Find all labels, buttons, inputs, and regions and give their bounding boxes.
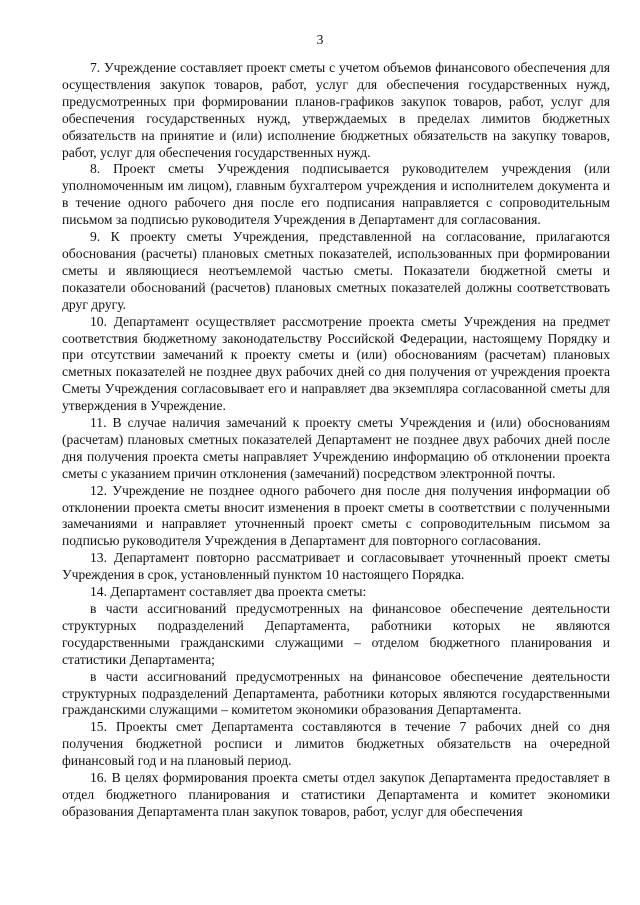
paragraph-7: 7. Учреждение составляет проект сметы с учетом объемов финансового обеспечения для осуществления закупок товаров, работ, услуг для обеспечения государственных нужд, предусмотренных при формировании планов-графиков закупок товаров, работ, услуг для обеспечения государственных нужд, утверждаемых в пределах лимитов бюджетных обязательств на принятие и (или) исполнение бюджетных обязательств на закупку товаров, работ, услуг для обеспечения государственных нужд. (62, 60, 610, 160)
paragraph-10: 10. Департамент осуществляет рассмотрение проекта сметы Учреждения на предмет соответствия бюджетному законодательству Российской Федерации, настоящему Порядку и при отсутствии замечаний к проекту сметы и (или) обоснованиям (расчетам) плановых сметных показателей не позднее двух рабочих дней со дня получения от учреждения проекта Сметы Учреждения согласовывает его и направляет два экземпляра согласованной сметы для утверждения в Учреждение. (62, 313, 610, 414)
paragraph-14-item-2: в части ассигнований предусмотренных на финансовое обеспечение деятельности структурных подразделений Департамента, работники которых являются государственными гражданскими служащими – комитетом экономики образования Департамента. (62, 668, 610, 718)
paragraph-14: 14. Департамент составляет два проекта сметы: (90, 584, 367, 600)
document-body (62, 60, 610, 821)
page-number: 3 (316, 32, 324, 47)
paragraph-14-item-1: в части ассигнований предусмотренных на финансовое обеспечение деятельности структурных подразделений Департамента, работники которых не являются государственными гражданскими служащими – отделом бюджетного планирования и статистики Департамента; (62, 601, 610, 667)
paragraph-8: 8. Проект сметы Учреждения подписывается руководителем учреждения (или уполномоченным им лицом), главным бухгалтером учреждения и исполнителем документа и в течение одного рабочего дня после его подписания направляется с сопроводительным письмом за подписью руководителя Учреждения в Департамент для согласования. (62, 161, 610, 228)
paragraph-9: 9. К проекту сметы Учреждения, представленной на согласование, прилагаются обоснования (расчеты) плановых сметных показателей, использованных при формировании сметы и являющиеся неотъемлемой частью сметы. Показатели бюджетной сметы и показатели обоснований (расчетов) плановых сметных показателей должны соответствовать друг другу. (62, 229, 610, 312)
paragraph-15: 15. Проекты смет Департамента составляются в течение 7 рабочих дней со дня получения бюджетной росписи и лимитов бюджетных обязательств на очередной финансовый год и на плановый период. (62, 719, 610, 769)
paragraph-12: 12. Учреждение не позднее одного рабочего дня после дня получения информации об отклонении проекта сметы вносит изменения в проект сметы в соответствии с полученными замечаниями и направляет уточненный проект сметы с сопроводительным письмом за подписью руководителя Учреждения в Департамент для повторного согласования. (62, 482, 610, 549)
paragraph-11: 11. В случае наличия замечаний к проекту сметы Учреждения и (или) обоснованиям (расчетам) плановых сметных показателей Департамент не позднее двух рабочих дней после дня получения проекта сметы направляет Учреждению информацию об отклонении проекта сметы с указанием причин отклонения (замечаний) посредством электронной почты. (62, 415, 610, 481)
paragraph-13: 13. Департамент повторно рассматривает и согласовывает уточненный проект сметы Учреждения в срок, установленный пунктом 10 настоящего Порядка. (62, 550, 610, 583)
paragraph-16: 16. В целях формирования проекта сметы отдел закупок Департамента предоставляет в отдел бюджетного планирования и статистики Департамента и комитет экономики образования Департамента план закупок товаров, работ, услуг для обеспечения (62, 770, 610, 819)
